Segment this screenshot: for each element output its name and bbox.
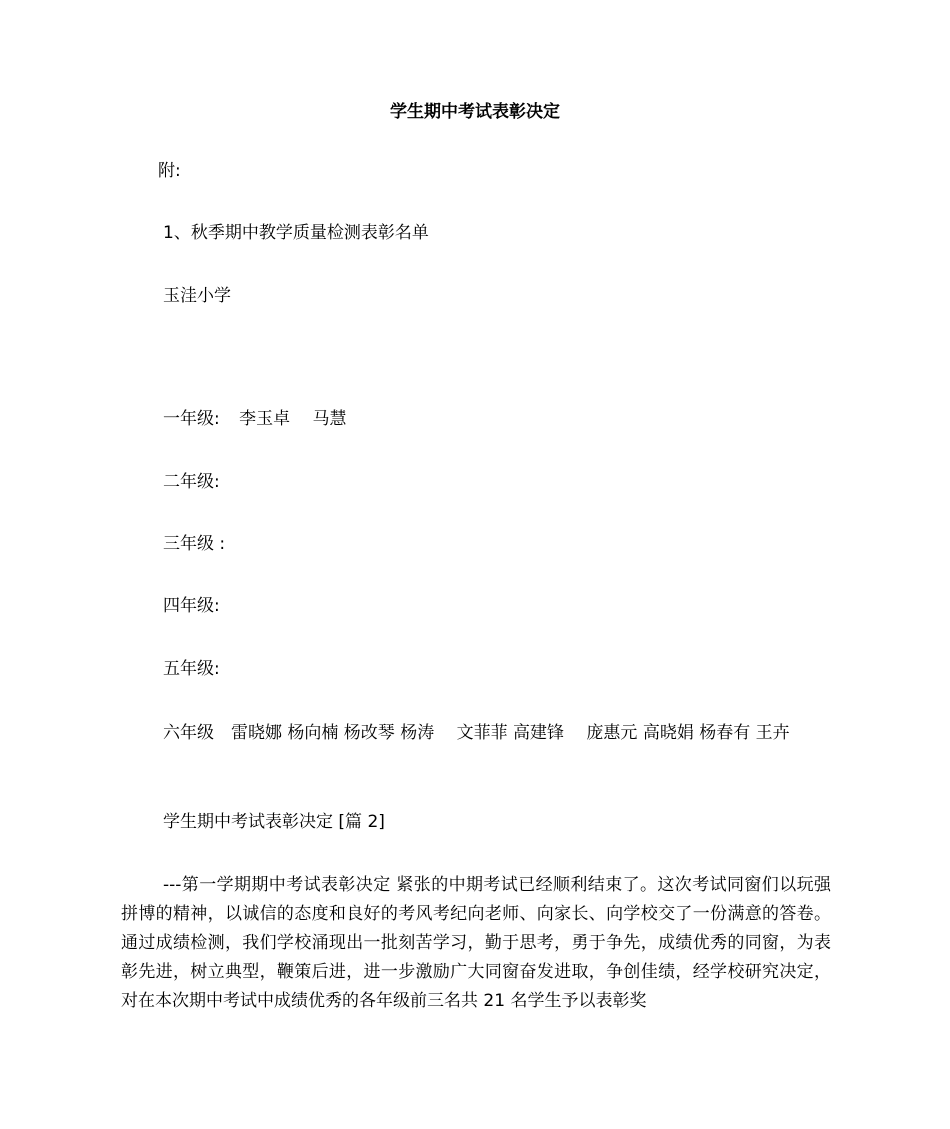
grade-row xyxy=(163,532,225,556)
school-name: 玉洼小学 xyxy=(163,286,231,306)
section-heading: 学生期中考试表彰决定 [篇 2] xyxy=(163,812,385,832)
sixth-grade-line: 六年级 雷晓娜 杨向楠 杨改琴 杨涛 文菲菲 高建锋 庞惠元 高晓娟 杨春有 王卉 xyxy=(163,723,790,743)
document-title: 学生期中考试表彰决定 xyxy=(390,102,560,122)
attachment-label: 附: xyxy=(158,161,181,181)
grade-names: 李玉卓 马慧 xyxy=(239,409,347,429)
grade-row xyxy=(163,470,220,494)
grade-row xyxy=(163,657,220,681)
grade-label: 三年级 : xyxy=(163,534,226,554)
grade-label: 四年级: xyxy=(163,596,220,616)
grade-row xyxy=(163,594,220,618)
grade-label: 五年级: xyxy=(163,659,220,679)
grade-row xyxy=(163,407,347,431)
body-paragraph: ---第一学期期中考试表彰决定 紧张的中期考试已经顺利结束了。这次考试同窗们以玩强拼博的精神，以诚信的态度和良好的考风考纪向老师、向家长、向学校交了一份满意的答卷。通过成绩检测，我们学校涌现出一批刻苦学习，勤于思考，勇于争先，成绩优秀的同窗，为表彰先进，树立典型，鞭策后进，进一步激励广大同窗奋发进取，争创佳绩，经学校研究决定，对在本次期中考试中成绩优秀的各年级前三名共 21 名学生予以表彰奖 xyxy=(121,875,831,1011)
grade-label: 一年级: xyxy=(163,409,220,429)
list-heading: 1、秋季期中教学质量检测表彰名单 xyxy=(163,223,429,243)
grade-label: 二年级: xyxy=(163,472,220,492)
